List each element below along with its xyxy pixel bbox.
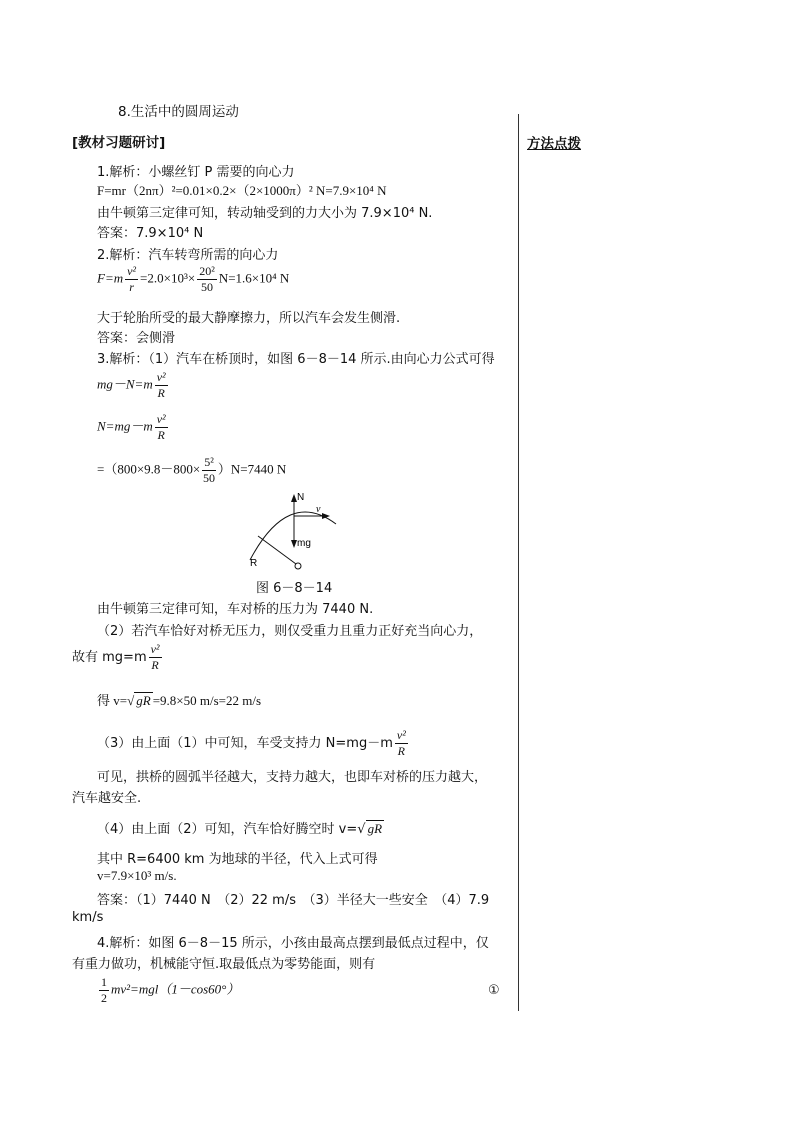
page-title: 8.生活中的圆周运动 — [118, 104, 239, 120]
text-line: （2）若汽车恰好对桥无压力，则仅受重力且重力正好充当向心力， — [97, 624, 483, 639]
formula-line: 得 v=√ gR =9.8×50 m/s=22 m/s — [97, 693, 261, 708]
formula-line: F=m $\frac{\text{v²}}{r}$ =2.0×10³× $\frac{\text{20²}}{50}$ N=1.6×10⁴ N — [97, 264, 290, 294]
answer-line: 答案：7.9×10⁴ N — [97, 226, 204, 241]
formula-line: （4）由上面（2）可知，汽车恰好腾空时 v=√ gR — [97, 821, 383, 837]
answer-line: 答案：（1）7440 N （2）22 m/s （3）半径大一些安全 （4）7.9 — [97, 893, 490, 908]
column-divider — [518, 114, 519, 1011]
formula-line: N=mg－m $\frac{\text{v²}}{R}$ — [97, 412, 166, 442]
formula-line: mg－N=m $\frac{\text{v²}}{R}$ — [97, 370, 166, 400]
formula-line: F=mr（2nπ）²=0.01×0.2×（2×1000π）² N=7.9×10⁴ N — [97, 183, 387, 198]
formula-line: $\frac{1}{2}$ mv²=mgl（1－cos60°） — [101, 975, 240, 1005]
text-line: 由牛顿第三定律可知，转动轴受到的力大小为 7.9×10⁴ N. — [97, 206, 433, 221]
formula-line: 故有 mg=m $\frac{\text{v²}}{R}$ — [72, 642, 160, 672]
velocity-label: v — [316, 504, 321, 515]
answer-line: km/s — [72, 910, 104, 925]
text-line: 3.解析：（1）汽车在桥顶时，如图 6－8－14 所示.由向心力公式可得 — [97, 352, 495, 367]
text-line: 大于轮胎所受的最大静摩擦力，所以汽车会发生侧滑. — [97, 311, 401, 326]
text-line: 汽车越安全. — [72, 791, 142, 806]
answer-line: 答案：会侧滑 — [97, 331, 176, 346]
figure-caption: 图 6－8－14 — [256, 581, 333, 596]
text-line: 1.解析：小螺丝钉 P 需要的向心力 — [97, 165, 295, 180]
formula-line: v=7.9×10³ m/s. — [97, 868, 177, 883]
bridge-force-diagram — [240, 488, 340, 576]
formula-line: （3）由上面（1）中可知，车受支持力 N=mg－m $\frac{\text{v²}}{R}$ — [97, 728, 406, 758]
text-line: 4.解析：如图 6－8－15 所示，小孩由最高点摆到最低点过程中，仅 — [97, 936, 489, 951]
force-label-N: N — [297, 492, 305, 503]
equation-number: ① — [488, 983, 500, 998]
text-line: 2.解析：汽车转弯所需的向心力 — [97, 248, 279, 263]
text-line: 由牛顿第三定律可知，车对桥的压力为 7440 N. — [97, 602, 374, 617]
text-line: 有重力做功，机械能守恒.取最低点为零势能面，则有 — [72, 957, 376, 972]
text-line: 其中 R=6400 km 为地球的半径，代入上式可得 — [97, 852, 378, 867]
weight-label: mg — [297, 538, 311, 549]
side-column-header: 方法点拨 — [527, 136, 581, 152]
text-line: 可见，拱桥的圆弧半径越大，支持力越大，也即车对桥的压力越大， — [97, 770, 488, 785]
section-heading: [教材习题研讨] — [72, 135, 166, 151]
formula-line: =（800×9.8－800× $\frac{\text{5²}}{50}$ ）N=7440 N — [97, 455, 287, 485]
radius-label: R — [250, 558, 258, 569]
